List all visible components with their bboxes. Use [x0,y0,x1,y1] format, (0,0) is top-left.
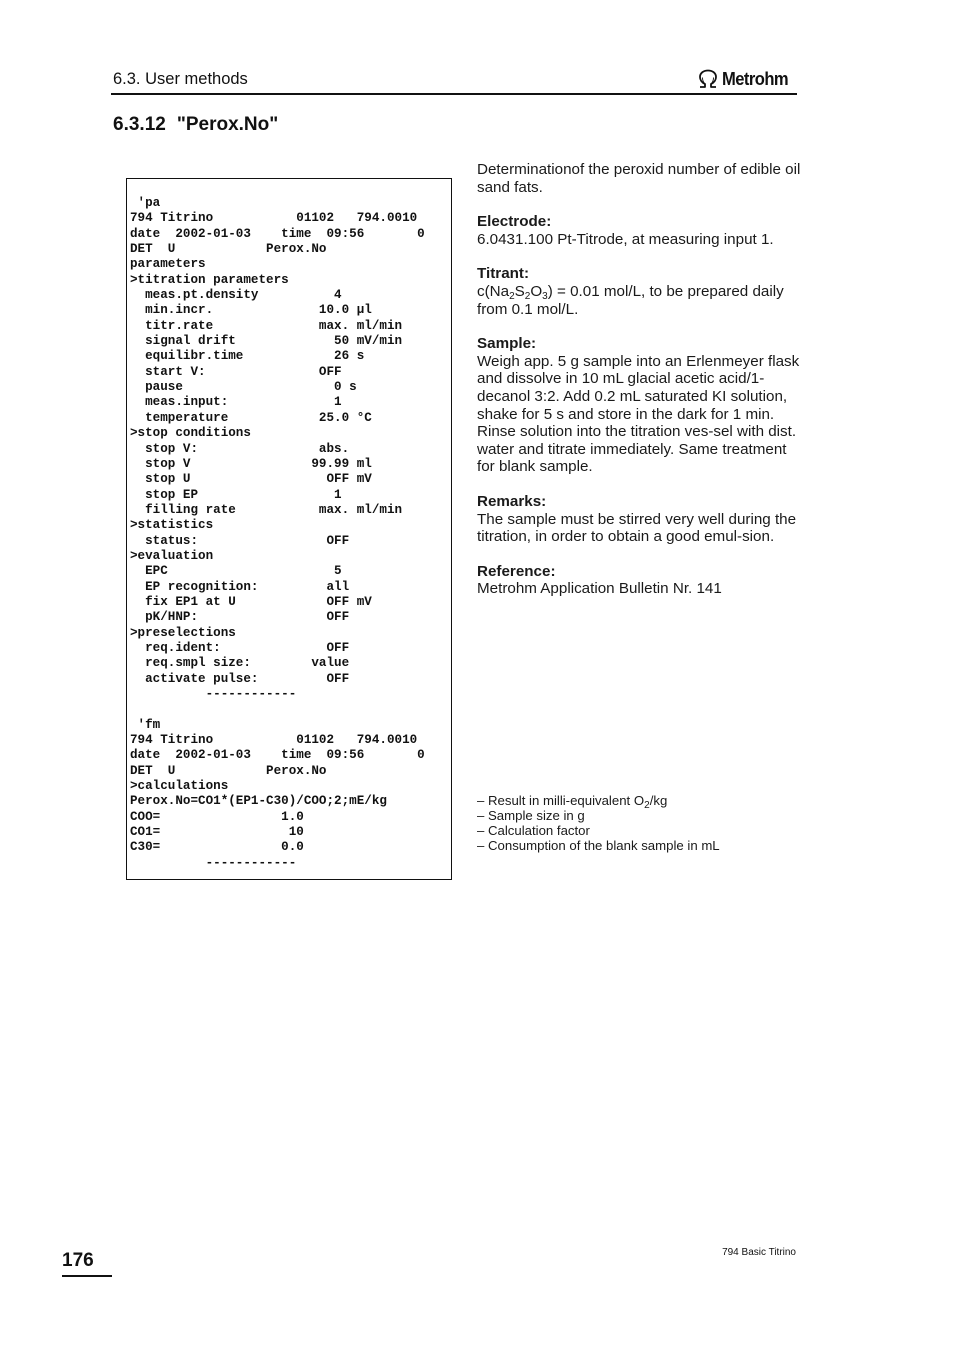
note-result-unit: /kg [649,793,668,808]
titrant-sub-3: 3 [542,290,548,302]
formula-notes [477,793,720,853]
section-number: 6.3.12 [113,114,166,135]
electrode-heading: Electrode: [477,213,552,231]
omega-icon [697,69,719,89]
remarks-block [477,493,807,546]
electrode-block [477,213,807,248]
printout-text: 'pa 794 Titrino 01102 794.0010 date 2002-01-03 time 09:56 0 DET U Perox.No parameters >titration parameters meas.pt.density 4 min.incr. 10.0 µl titr.rate max. ml/min signal drift 50 mV/min equilibr.time 26 s start V: OFF pause 0 s meas.input: 1 temperature 25.0 °C >stop conditions stop V: abs. stop V 99.99 ml stop U OFF mV stop EP 1 filling rate max. ml/min >statistics status: OFF >evaluation EPC 5 EP recognition: all fix EP1 at U OFF mV pK/HNP: OFF >preselections req.ident: OFF req.smpl size: value activate pulse: OFF ------------ 'fm 794 Titrino 01102 794.0010 date 2002-01-03 time 09:56 0 DET U Perox.No >calculations Perox.No=CO1*(EP1-C30)/COO;2;mE/kg COO= 1.0 CO1= 10 C30= 0.0 ------------ [130,196,425,870]
running-header-section: 6.3. User methods [113,70,248,88]
titrant-sub-2: 2 [524,290,531,302]
footer-product: 794 Basic Titrino [722,1247,796,1258]
remarks-text: The sample must be stirred very well during the titration, in order to obtain a good emul-sion. [477,510,797,546]
note-result-text: – Result in milli-equivalent O [477,793,645,808]
titrant-heading: Titrant: [477,265,530,283]
titrant-block [477,265,807,318]
method-description [477,161,807,598]
note-blank: – Consumption of the blank sample in mL [477,838,720,853]
section-title [113,114,278,136]
sample-block [477,335,807,476]
intro-text: Determinationof the peroxid number of edible oil sand fats. [477,161,801,196]
titrant-formula-o: O [530,282,543,300]
header-rule [111,93,797,95]
titrant-rest: ) = 0.01 mol/L, to be prepared daily from 0.1 mol/L. [477,282,784,318]
reference-heading: Reference: [477,562,556,580]
section-name: "Perox.No" [176,114,279,135]
note-result-sub: 2 [644,800,650,811]
electrode-text: 6.0431.100 Pt-Titrode, at measuring input 1. [477,230,774,248]
reference-block [477,563,807,598]
titrant-text [477,283,807,318]
note-result [477,793,720,811]
titrant-sub-1: 2 [509,290,515,302]
titrant-formula-c: c(Na [477,282,510,300]
printout-box [126,178,452,880]
brand-name: Metrohm [722,68,789,89]
titrant-formula-s: S [514,282,525,300]
metrohm-logo [697,68,794,90]
note-sample-size: – Sample size in g [477,808,585,823]
note-calc-factor: – Calculation factor [477,823,590,838]
reference-text: Metrohm Application Bulletin Nr. 141 [477,580,722,598]
sample-heading: Sample: [477,335,537,353]
page-number: 176 [62,1250,94,1271]
remarks-heading: Remarks: [477,492,547,510]
sample-text: Weigh app. 5 g sample into an Erlenmeyer flask and dissolve in 10 mL glacial acetic acid/1-decanol 3:2. Add 0.2 mL saturated KI solution, shake for 5 s and store in the dark for 1 min. Rinse solution into the titration ves-sel with dist. water and titrate immediately. Same treatment for blank sample. [477,352,800,476]
page-number-rule [62,1275,112,1277]
